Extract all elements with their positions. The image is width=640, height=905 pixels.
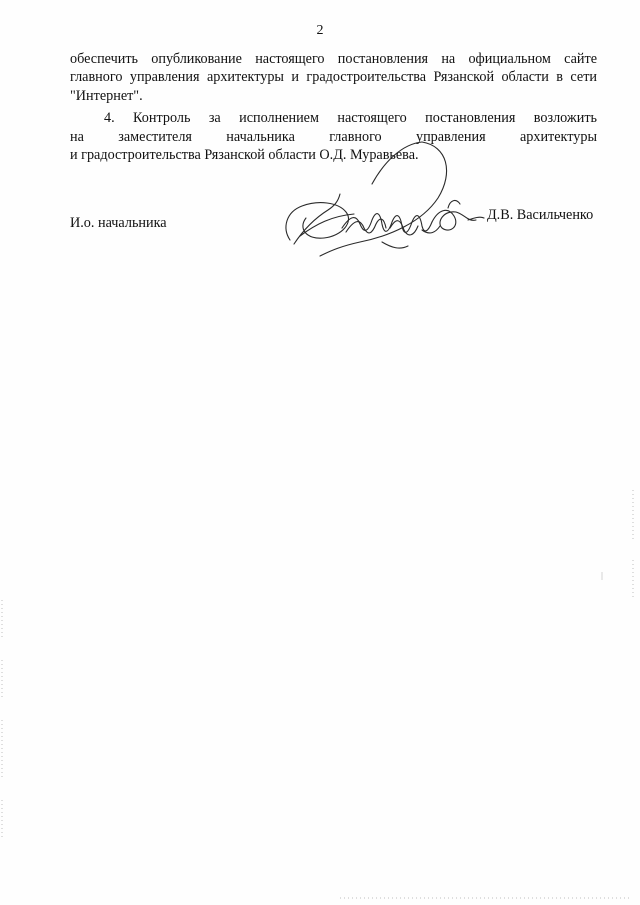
body-line-5: на заместителя начальника главного управления архитектуры — [70, 129, 597, 145]
body-line-1: обеспечить опубликование настоящего постановления на официальном сайте — [70, 51, 597, 67]
signatory-title: И.о. начальника — [70, 215, 167, 231]
body-line-2: главного управления архитектуры и градостроительства Рязанской области в сети — [70, 69, 597, 85]
handwritten-signature-icon — [272, 132, 487, 264]
page-number: 2 — [316, 23, 324, 38]
body-line-6: и градостроительства Рязанской области О.Д. Муравьева. — [70, 147, 419, 163]
body-line-4: 4. Контроль за исполнением настоящего постановления возложить — [104, 110, 597, 126]
body-line-3: "Интернет". — [70, 88, 143, 104]
signatory-name: Д.В. Васильченко — [487, 207, 594, 223]
